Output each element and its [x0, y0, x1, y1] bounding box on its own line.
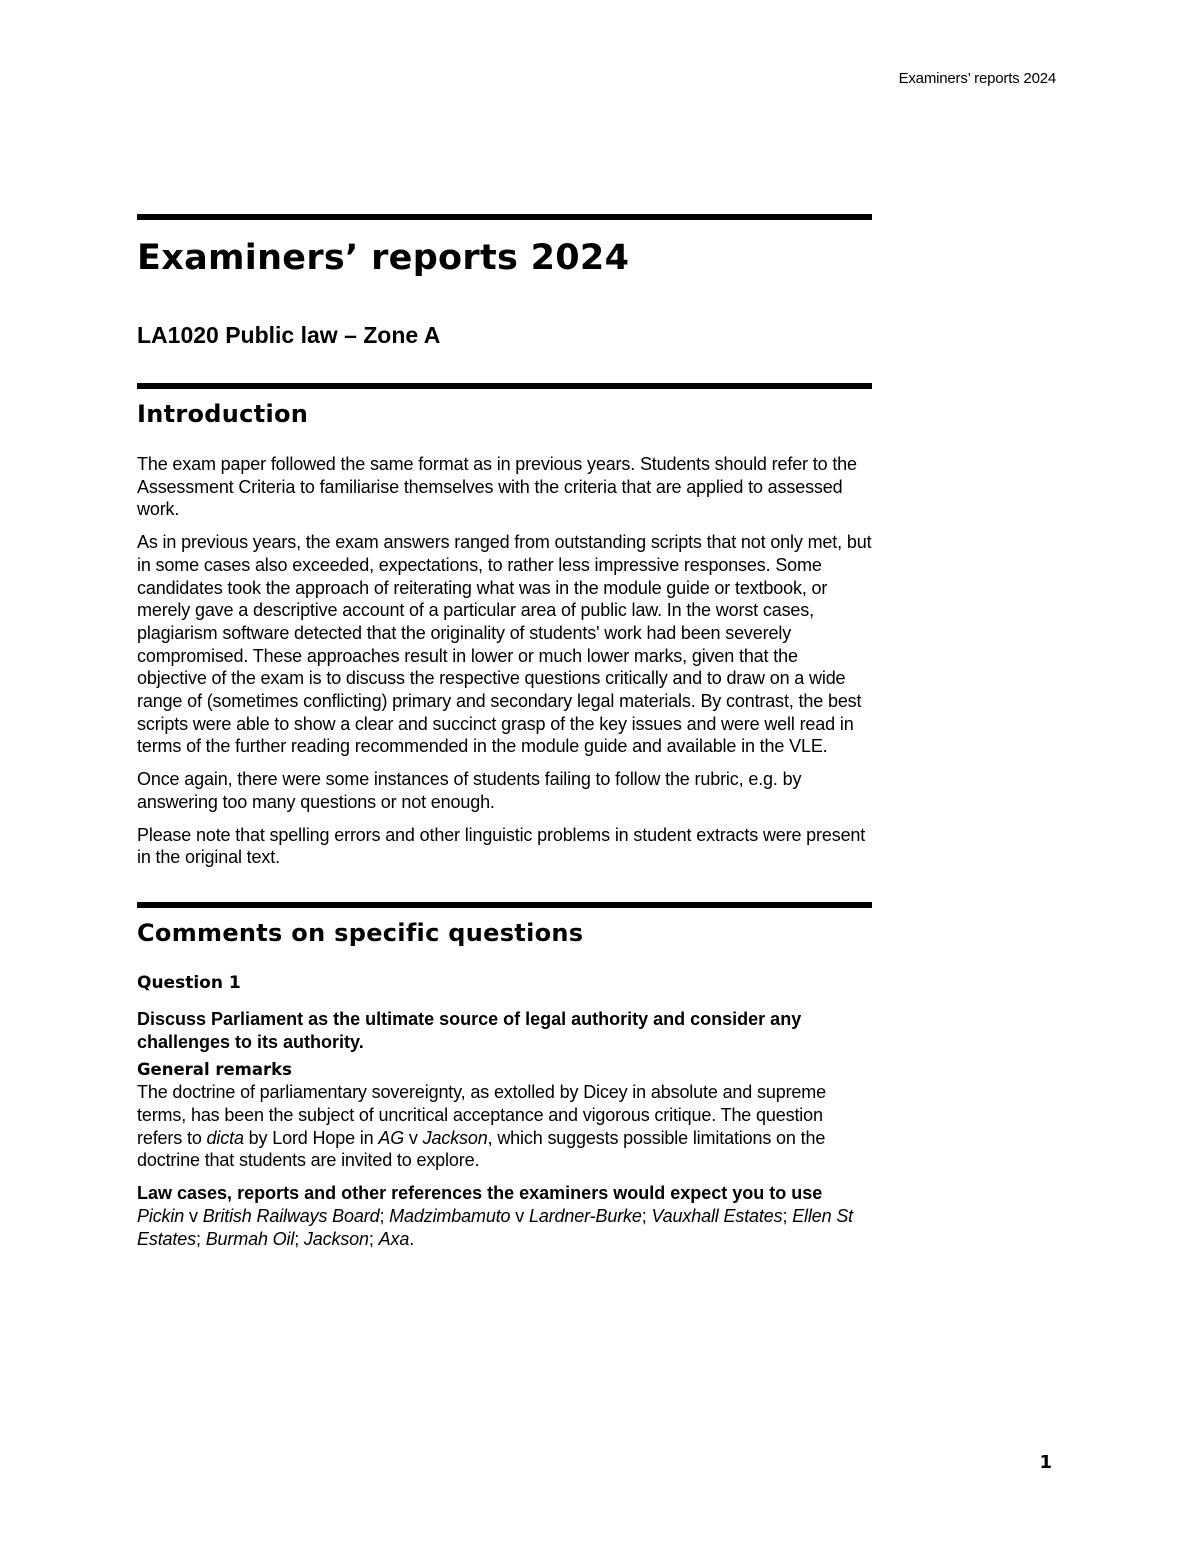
question-label: Question 1 [137, 972, 241, 993]
intro-paragraph-4: Please note that spelling errors and other linguistic problems in student extracts were present in the original text. [137, 824, 866, 868]
document-title: Examiners’ reports 2024 [137, 238, 630, 278]
comments-heading: Comments on specific questions [137, 918, 584, 947]
introduction-heading: Introduction [137, 400, 309, 428]
intro-paragraph-2: As in previous years, the exam answers ranged from outstanding scripts that not only met, but in some cases also exceeded, expectations, to rather less impressive responses. Some candidates took the approach of reiterating what was in the module guide or textbook, or merely gave a descriptive account of a particular area of public law. In the worst cases, plagiarism software detected that the originality of students' work had been severely compromised. These approaches result in lower or much lower marks, given that the objective of the exam is to discuss the respective questions critically and to draw on a wide range of (sometimes conflicting) primary and secondary legal materials. By contrast, the best scripts were able to show a clear and succinct grasp of the key issues and were well read in terms of the further reading recommended in the module guide and available in the VLE. [137, 532, 872, 757]
general-remarks-text: The doctrine of parliamentary sovereignty, as extolled by Dicey in absolute and supreme terms, has been the subject of uncritical acceptance and vigorous critique. The question refers to dicta by Lord Hope in AG v Jackson, which suggests possible limitations on the doctrine that students are invited to explore. [137, 1082, 826, 1171]
top-rule [137, 214, 872, 220]
document-body [137, 214, 872, 1250]
law-cases-list: Pickin v British Railways Board; Madzimbamuto v Lardner-Burke; Vauxhall Estates; Ellen St Estates; Burmah Oil; Jackson; Axa. [137, 1205, 854, 1249]
law-cases-heading: Law cases, reports and other references the examiners would expect you to use [137, 1183, 823, 1204]
general-remarks-heading: General remarks [137, 1060, 292, 1080]
running-header: Examiners’ reports 2024 [898, 70, 1056, 87]
document-subtitle: LA1020 Public law – Zone A [137, 322, 441, 348]
intro-paragraph-1: The exam paper followed the same format as in previous years. Students should refer to the Assessment Criteria to familiarise themselves with the criteria that are applied to assessed work. [137, 454, 857, 520]
introduction-rule [137, 383, 872, 389]
intro-paragraph-3: Once again, there were some instances of students failing to follow the rubric, e.g. by answering too many questions or not enough. [137, 769, 802, 812]
page-number: 1 [1039, 1452, 1052, 1473]
comments-rule [137, 902, 872, 908]
question-text: Discuss Parliament as the ultimate source of legal authority and consider any challenges to its authority. [137, 1008, 802, 1052]
